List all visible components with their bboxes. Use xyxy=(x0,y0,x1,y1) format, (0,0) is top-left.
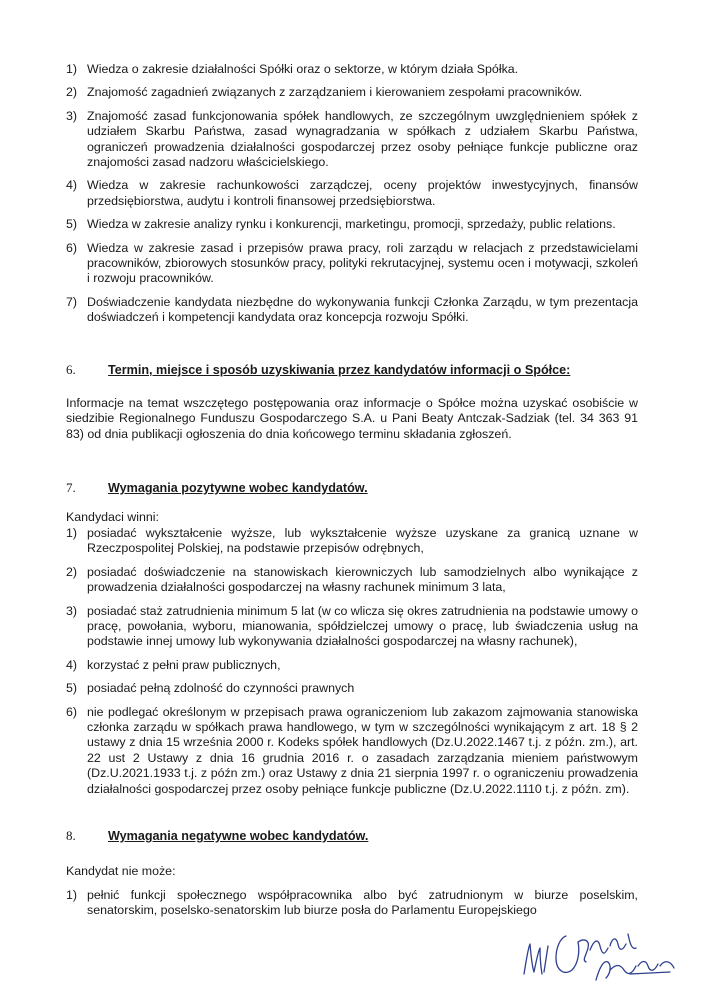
item-number: 4) xyxy=(66,657,78,672)
section-number: 8. xyxy=(66,828,76,843)
section-6-paragraph: Informacje na temat wszczętego postępowania oraz informacje o Spółce można uzyskać osobiście w siedzibie Regionalnego Funduszu Gospodarczego S.A. u Pani Beaty Antczak-Sadziak (tel. 34 363 91 83) od dnia publikacji ogłoszenia do dnia końcowego terminu składania zgłoszeń. xyxy=(66,396,638,441)
section-title: Wymagania pozytywne wobec kandydatów. xyxy=(108,481,368,495)
item-text: Doświadczenie kandydata niezbędne do wykonywania funkcji Członka Zarządu, w tym prezentacja doświadczeń i kompetencji kandydata oraz koncepcja rozwoju Spółki. xyxy=(87,294,638,325)
item-text: Wiedza w zakresie zasad i przepisów prawa pracy, roli zarządu w relacjach z przedstawicielami pracowników, zbiorowych stosunków pracy, polityki rekrutacyjnej, systemu ocen i motywacji, szkoleń i rozwoju pracowników. xyxy=(87,240,638,286)
item-text: pełnić funkcji społecznego współpracownika albo być zatrudnionym w biurze poselskim, senatorskim, poselsko-senatorskim lub biurze posła do Parlamentu Europejskiego xyxy=(87,888,638,918)
item-number: 2) xyxy=(66,85,78,100)
item-text: posiadać doświadczenie na stanowiskach kierowniczych lub samodzielnych albo wynikające z prowadzenia działalności gospodarczej na własny rachunek minimum 3 lata, xyxy=(87,564,638,595)
item-text: posiadać wykształcenie wyższe, lub wykształcenie wyższe uzyskane za granicą uznane w Rzeczpospolitej Polskiej, na podstawie przepisów odrębnych, xyxy=(87,526,638,556)
section-number: 6. xyxy=(66,362,76,377)
list-item xyxy=(66,241,638,287)
list-item xyxy=(66,705,638,797)
list-item xyxy=(66,109,638,171)
section-8-heading xyxy=(66,828,646,846)
list-item xyxy=(66,526,638,557)
item-number: 3) xyxy=(66,108,78,123)
section-title: Wymagania negatywne wobec kandydatów. xyxy=(108,829,369,843)
list-item xyxy=(66,888,638,919)
item-text: Wiedza o zakresie działalności Spółki oraz o sektorze, w którym działa Spółka. xyxy=(87,62,519,76)
item-text: korzystać z pełni praw publicznych, xyxy=(87,657,281,672)
item-text: Wiedza w zakresie rachunkowości zarządczej, oceny projektów inwestycyjnych, finansów przedsiębiorstwa, audytu i kontroli finansowej przedsiębiorstwa. xyxy=(87,178,638,208)
negative-requirements-list xyxy=(66,888,638,927)
item-text: Wiedza w zakresie analizy rynku i konkurencji, marketingu, promocji, sprzedaży, public relations. xyxy=(87,217,616,232)
item-text: posiadać staż zatrudnienia minimum 5 lat (w co wlicza się okres zatrudnienia na podstawie umowy o pracę, powołania, wyboru, mianowania, spółdzielczej umowy o pracę, lub świadczenia usług na podstawie innej umowy lub wykonywania działalności gospodarczej na własny rachunek), xyxy=(87,603,638,649)
item-number: 6) xyxy=(66,704,78,719)
section-title: Termin, miejsce i sposób uzyskiwania przez kandydatów informacji o Spółce: xyxy=(108,363,571,377)
item-number: 5) xyxy=(66,681,78,696)
list-item xyxy=(66,658,638,673)
handwritten-signature xyxy=(520,926,680,986)
item-number: 6) xyxy=(66,240,78,255)
item-number: 7) xyxy=(66,294,78,309)
list-item xyxy=(66,681,638,696)
list-item xyxy=(66,85,638,100)
section-6-heading xyxy=(66,362,646,380)
item-number: 1) xyxy=(66,62,78,76)
positive-requirements-list xyxy=(66,526,638,805)
item-text: Znajomość zasad funkcjonowania spółek handlowych, ze szczególnym uwzględnieniem spółek z udziałem Skarbu Państwa, zasad wynagradzania w spółkach z udziałem Skarbu Państwa, ograniczeń prowadzenia działalności gospodarczej przez osoby pełniące funkcje publiczne oraz znajomości zasad nadzoru właścicielskiego. xyxy=(87,108,638,170)
list-item xyxy=(66,565,638,596)
list-item xyxy=(66,178,638,209)
list-item xyxy=(66,217,638,232)
item-text: Znajomość zagadnień związanych z zarządzaniem i kierowaniem zespołami pracowników. xyxy=(87,85,583,100)
item-number: 2) xyxy=(66,564,78,579)
qualifications-list xyxy=(66,62,638,334)
list-item xyxy=(66,295,638,326)
item-number: 3) xyxy=(66,603,78,618)
item-number: 1) xyxy=(66,526,78,540)
item-number: 4) xyxy=(66,178,78,193)
item-text: posiadać pełną zdolność do czynności prawnych xyxy=(87,681,355,696)
item-number: 5) xyxy=(66,217,78,232)
section-number: 7. xyxy=(66,480,76,495)
section-7-intro: Kandydaci winni: xyxy=(66,510,159,524)
item-text: nie podlegać określonym w przepisach prawa ograniczeniom lub zakazom zajmowania stanowiska członka zarządu w spółkach prawa handlowego, w tym w szczególności wynikającym z art. 18 § 2 ustawy z dnia 15 września 2000 r. Kodeks spółek handlowych (Dz.U.2022.1467 t.j. z późn. zm.), art. 22 ust 2 Ustawy z dnia 16 grudnia 2016 r. o zasadach zarządzania mieniem państwowym (Dz.U.2021.1933 t.j. z późn zm.) oraz Ustawy z dnia 21 sierpnia 1997 r. o ograniczeniu prowadzenia działalności gospodarczej przez osoby pełniące funkcje publiczne (Dz.U.2022.1110 t.j. z późn. zm). xyxy=(87,704,638,796)
list-item xyxy=(66,62,638,77)
section-8-intro: Kandydat nie może: xyxy=(66,864,176,878)
item-number: 1) xyxy=(66,888,78,902)
list-item xyxy=(66,604,638,650)
section-7-heading xyxy=(66,480,646,498)
